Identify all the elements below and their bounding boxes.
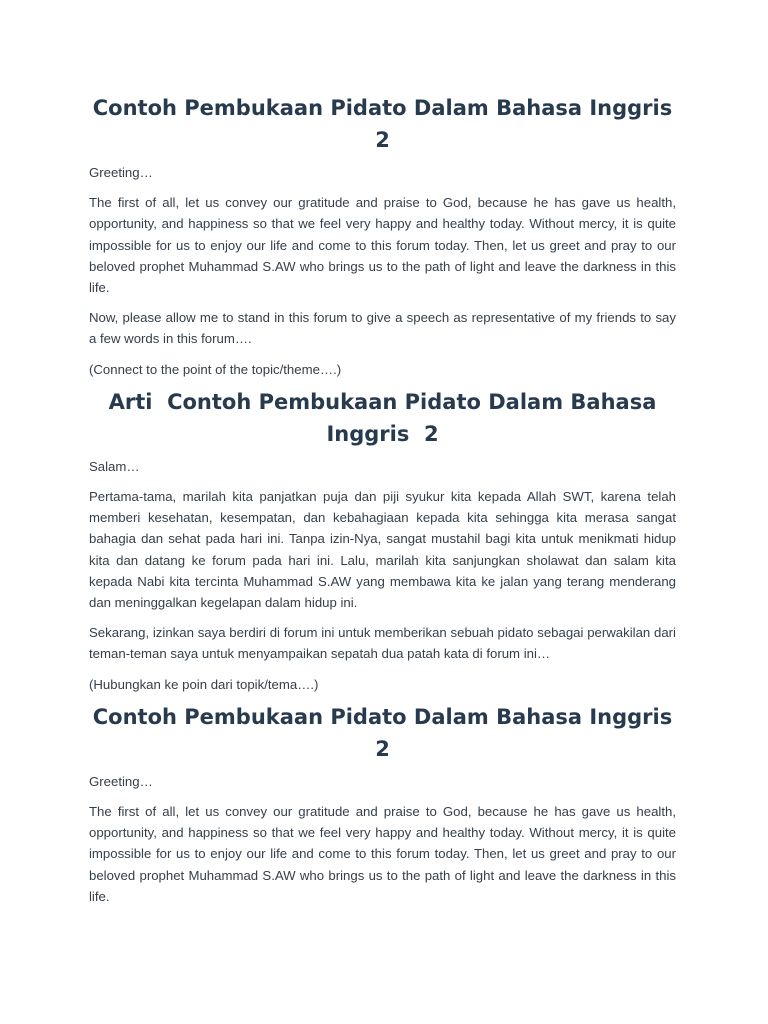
body-paragraph: Pertama-tama, marilah kita panjatkan puja dan piji syukur kita kepada Allah SWT, karena telah memberi kesehatan, kesempatan, dan kebahagiaan kepada kita sehingga kita merasa sangat bahagia dan sehat pada hari ini. Tanpa izin-Nya, sangat mustahil bagi kita untuk menikmati hidup kita dan datang ke forum pada hari ini. Lalu, marilah kita sanjungkan sholawat dan salam kita kepada Nabi kita tercinta Muhammad S.AW yang membawa kita ke jalan yang terang menderang dan meninggalkan kegelapan dalam hidup ini.	[89, 489, 676, 611]
connect-note: (Connect to the point of the topic/theme….)	[89, 361, 342, 377]
body-paragraph: The first of all, let us convey our gratitude and praise to God, because he has gave us health, opportunity, and happiness so that we feel very happy and healthy today. Without mercy, it is quite impossible for us to enjoy our life and come to this forum today. Then, let us greet and pray to our beloved prophet Muhammad S.AW who brings us to the path of light and leave the darkness in this life.	[89, 804, 676, 904]
section-heading: Contoh Pembukaan Pidato Dalam Bahasa Inggris 2	[92, 96, 687, 152]
request-paragraph: Now, please allow me to stand in this forum to give a speech as representative of my friends to say a few words in this forum….	[89, 310, 676, 347]
request-paragraph: Sekarang, izinkan saya berdiri di forum ini untuk memberikan sebuah pidato sebagai perwakilan dari teman-teman saya untuk menyampaikan sepatah dua patah kata di forum ini…	[89, 625, 676, 662]
section-translation	[89, 386, 676, 695]
section-english-1	[89, 92, 687, 380]
document-page	[89, 92, 687, 907]
body-paragraph: The first of all, let us convey our gratitude and praise to God, because he has gave us health, opportunity, and happiness so that we feel very happy and healthy today. Without mercy, it is quite impossible for us to enjoy our life and come to this forum today. Then, let us greet and pray to our beloved prophet Muhammad S.AW who brings us to the path of light and leave the darkness in this life.	[89, 195, 676, 296]
connect-note: (Hubungkan ke poin dari topik/tema….)	[89, 676, 319, 692]
section-english-2	[89, 701, 687, 907]
section-heading: Arti Contoh Pembukaan Pidato Dalam Bahasa Inggris 2	[108, 389, 664, 446]
greeting-text: Greeting…	[89, 773, 153, 789]
section-heading: Contoh Pembukaan Pidato Dalam Bahasa Inggris 2	[92, 704, 687, 761]
greeting-text: Greeting…	[89, 165, 153, 180]
greeting-text: Salam…	[89, 458, 140, 474]
